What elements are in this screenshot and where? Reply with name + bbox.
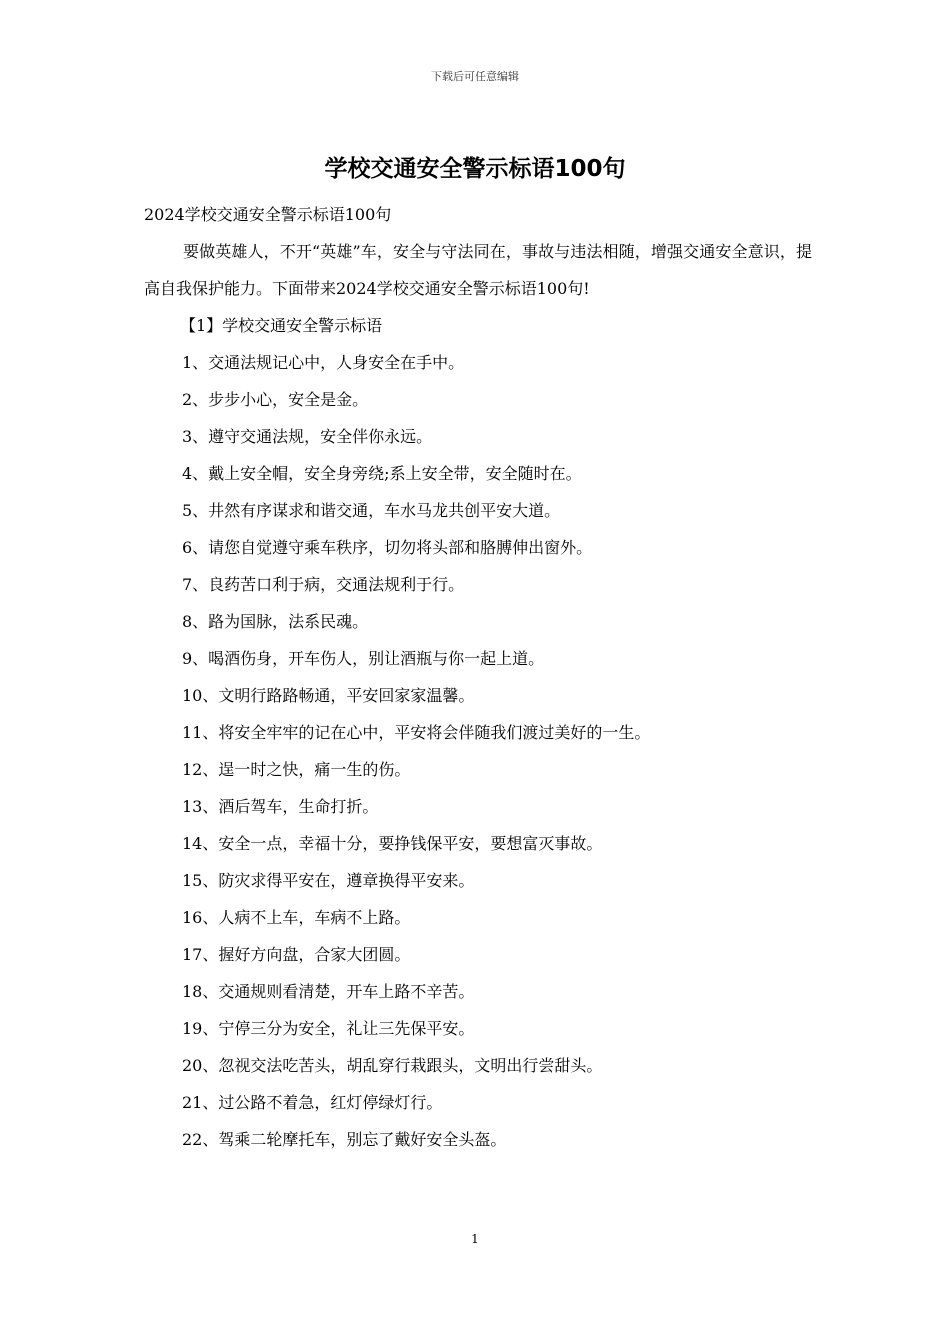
slogan-list (144, 344, 812, 1158)
slogan-item: 3、遵守交通法规，安全伴你永远。 (182, 427, 433, 446)
slogan-item: 21、过公路不着急，红灯停绿灯行。 (182, 1093, 443, 1112)
slogan-item: 13、酒后驾车，生命打折。 (182, 797, 379, 816)
page-number: 1 (471, 1232, 479, 1246)
slogan-item: 2、步步小心，安全是金。 (182, 390, 369, 409)
slogan-item: 18、交通规则看清楚，开车上路不辛苦。 (182, 982, 475, 1001)
slogan-item: 4、戴上安全帽，安全身旁绕;系上安全带，安全随时在。 (182, 464, 582, 483)
slogan-item: 20、忽视交法吃苦头，胡乱穿行栽跟头，文明出行尝甜头。 (182, 1056, 603, 1075)
slogan-item: 11、将安全牢牢的记在心中，平安将会伴随我们渡过美好的一生。 (182, 723, 651, 742)
slogan-item: 5、井然有序谋求和谐交通，车水马龙共创平安大道。 (182, 501, 561, 520)
slogan-item: 16、人病不上车，车病不上路。 (182, 908, 411, 927)
slogan-item: 10、文明行路路畅通，平安回家家温馨。 (182, 686, 475, 705)
slogan-item: 19、宁停三分为安全，礼让三先保平安。 (182, 1019, 475, 1038)
document-subtitle: 2024学校交通安全警示标语100句 (144, 205, 392, 224)
slogan-item: 8、路为国脉，法系民魂。 (182, 612, 369, 631)
slogan-item: 12、逞一时之快，痛一生的伤。 (182, 760, 411, 779)
slogan-item: 17、握好方向盘，合家大团圆。 (182, 945, 411, 964)
slogan-item: 15、防灾求得平安在，遵章换得平安来。 (182, 871, 475, 890)
section-heading: 【1】学校交通安全警示标语 (180, 316, 383, 335)
document-title: 学校交通安全警示标语100句 (324, 156, 626, 182)
slogan-item: 22、驾乘二轮摩托车，别忘了戴好安全头盔。 (182, 1130, 507, 1149)
document-body (144, 196, 812, 1158)
slogan-item: 6、请您自觉遵守乘车秩序，切勿将头部和胳膊伸出窗外。 (182, 538, 593, 557)
slogan-item: 7、良药苦口利于病，交通法规利于行。 (182, 575, 465, 594)
slogan-item: 1、交通法规记心中，人身安全在手中。 (182, 353, 465, 372)
header-note: 下载后可任意编辑 (431, 70, 519, 83)
intro-paragraph: 要做英雄人，不开“英雄”车，安全与守法同在，事故与违法相随，增强交通安全意识，提高自我保护能力。下面带来2024学校交通安全警示标语100句! (144, 242, 812, 298)
slogan-item: 14、安全一点，幸福十分，要挣钱保平安，要想富灭事故。 (182, 834, 603, 853)
slogan-item: 9、喝酒伤身，开车伤人，别让酒瓶与你一起上道。 (182, 649, 545, 668)
